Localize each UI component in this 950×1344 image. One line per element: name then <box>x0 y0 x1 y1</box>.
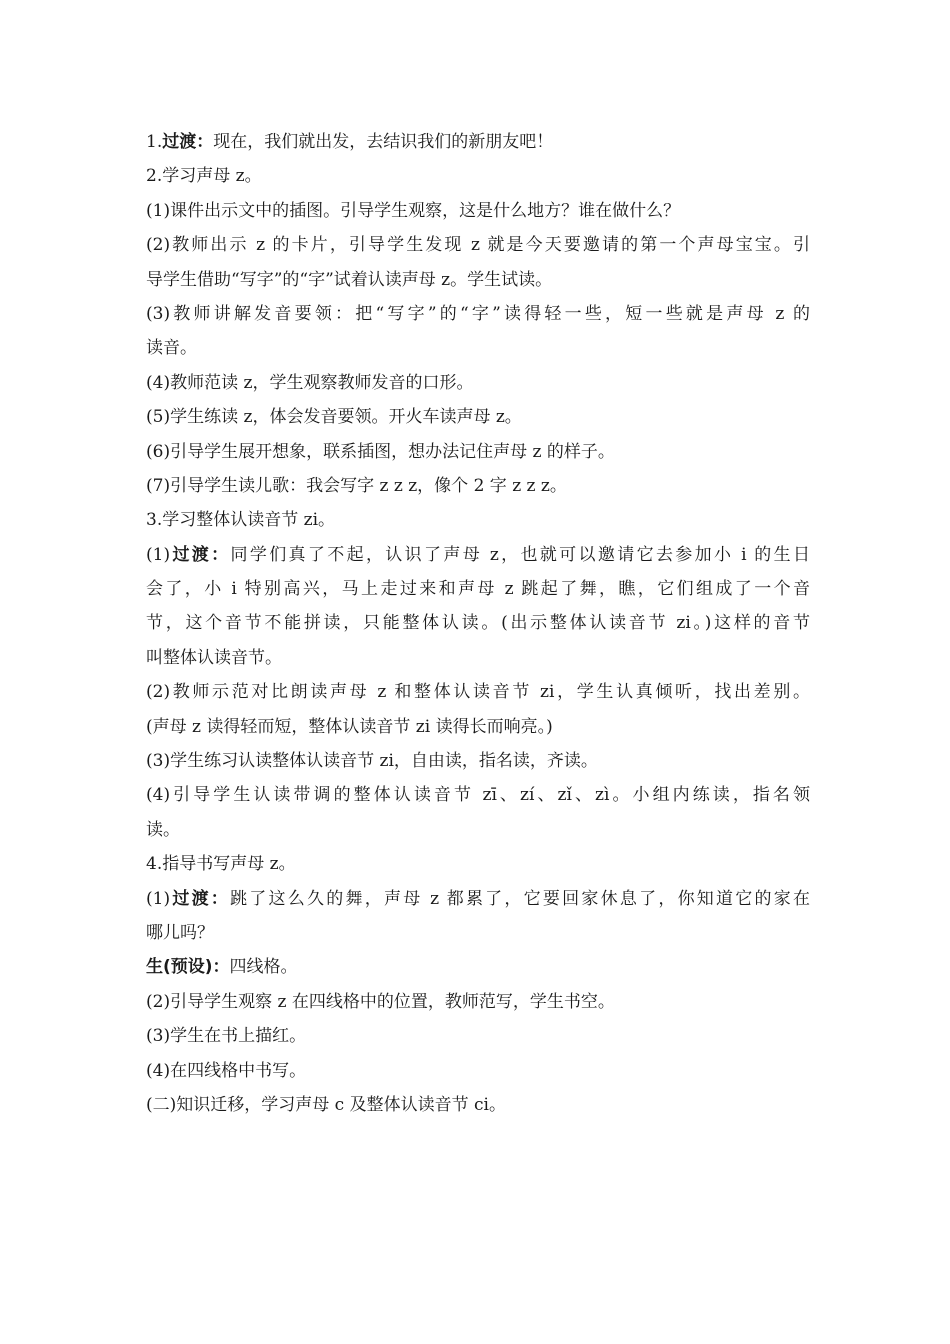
bold-label: 过渡： <box>162 132 214 152</box>
line-text: (4)教师范读 z，学生观察教师发音的口形。 <box>146 372 474 393</box>
text-line <box>146 297 810 331</box>
text-line <box>146 159 810 193</box>
line-text: 跳了这么久的舞，声母 z 都累了，它要回家休息了，你知道它的家在 <box>230 888 811 909</box>
line-text: 节，这个音节不能拼读，只能整体认读。(出示整体认读音节 zi。)这样的音节 <box>146 613 810 634</box>
line-prefix: 1. <box>146 132 163 152</box>
text-line <box>146 950 810 984</box>
line-text: (4)在四线格中书写。 <box>146 1060 307 1081</box>
line-text: (4)引导学生认读带调的整体认读音节 zī、zí、zǐ、zì。小组内练读，指名领 <box>146 785 810 806</box>
text-line <box>146 744 810 778</box>
text-line <box>146 263 810 297</box>
line-prefix: (1) <box>146 544 171 565</box>
text-line <box>146 366 810 400</box>
line-text: 叫整体认读音节。 <box>146 647 282 668</box>
text-line <box>146 331 810 365</box>
line-text: (3)学生在书上描红。 <box>146 1026 307 1047</box>
text-line <box>146 1054 810 1088</box>
text-line <box>146 847 810 881</box>
text-line <box>146 813 810 847</box>
line-text: 现在，我们就出发，去结识我们的新朋友吧！ <box>213 132 554 152</box>
text-line <box>146 400 810 434</box>
line-text: (2)教师示范对比朗读声母 z 和整体认读音节 zi，学生认真倾听，找出差别。 <box>146 682 810 703</box>
text-line <box>146 503 810 537</box>
line-text: (2)引导学生观察 z 在四线格中的位置，教师范写，学生书空。 <box>146 991 615 1012</box>
text-line <box>146 194 810 228</box>
text-line <box>146 675 810 709</box>
line-text: (二)知识迁移，学习声母 c 及整体认读音节 ci。 <box>146 1094 506 1115</box>
text-line <box>146 1019 810 1053</box>
text-line <box>146 916 810 950</box>
bold-label: 过渡： <box>170 888 231 909</box>
bold-label: 生(预设)： <box>146 957 230 978</box>
line-text: 四线格。 <box>229 957 298 978</box>
text-line <box>146 882 810 916</box>
line-text: 会了，小 i 特别高兴，马上走过来和声母 z 跳起了舞，瞧，它们组成了一个音 <box>146 579 810 600</box>
text-line <box>146 538 810 572</box>
line-text: 同学们真了不起，认识了声母 z，也就可以邀请它去参加小 i 的生日 <box>230 544 810 565</box>
line-text: (1)课件出示文中的插图。引导学生观察，这是什么地方？谁在做什么？ <box>146 200 681 221</box>
bold-label: 过渡： <box>170 544 231 565</box>
line-text: (3)学生练习认读整体认读音节 zi，自由读，指名读，齐读。 <box>146 751 598 772</box>
text-line <box>146 572 810 606</box>
line-text: (6)引导学生展开想象，联系插图，想办法记住声母 z 的样子。 <box>146 441 615 462</box>
line-text: (7)引导学生读儿歌：我会写字 z z z，像个 2 字 z z z。 <box>146 475 567 496</box>
text-line <box>146 985 810 1019</box>
line-text: (声母 z 读得轻而短，整体认读音节 zi 读得长而响亮。) <box>146 716 553 737</box>
line-text: 读。 <box>146 819 180 840</box>
text-line <box>146 778 810 812</box>
line-text: 4.指导书写声母 z。 <box>146 854 296 875</box>
text-line <box>146 606 810 640</box>
text-line <box>146 710 810 744</box>
line-prefix: (1) <box>146 888 171 909</box>
line-text: 3.学习整体认读音节 zi。 <box>146 510 336 531</box>
line-text: (5)学生练读 z，体会发音要领。开火车读声母 z。 <box>146 407 522 428</box>
document-page <box>146 125 810 1122</box>
line-text: 导学生借助“写字”的“字”试着认读声母 z。学生试读。 <box>146 269 553 290</box>
line-text: 2.学习声母 z。 <box>146 166 262 187</box>
text-line <box>146 435 810 469</box>
line-text: (2)教师出示 z 的卡片，引导学生发现 z 就是今天要邀请的第一个声母宝宝。引 <box>146 235 810 256</box>
text-line <box>146 125 810 159</box>
line-text: (3)教师讲解发音要领：把“写字”的“字”读得轻一些，短一些就是声母 z 的 <box>146 303 810 324</box>
text-line <box>146 641 810 675</box>
line-text: 哪儿吗？ <box>146 922 214 943</box>
text-line <box>146 1088 810 1122</box>
text-line <box>146 469 810 503</box>
text-line <box>146 228 810 262</box>
line-text: 读音。 <box>146 338 197 359</box>
